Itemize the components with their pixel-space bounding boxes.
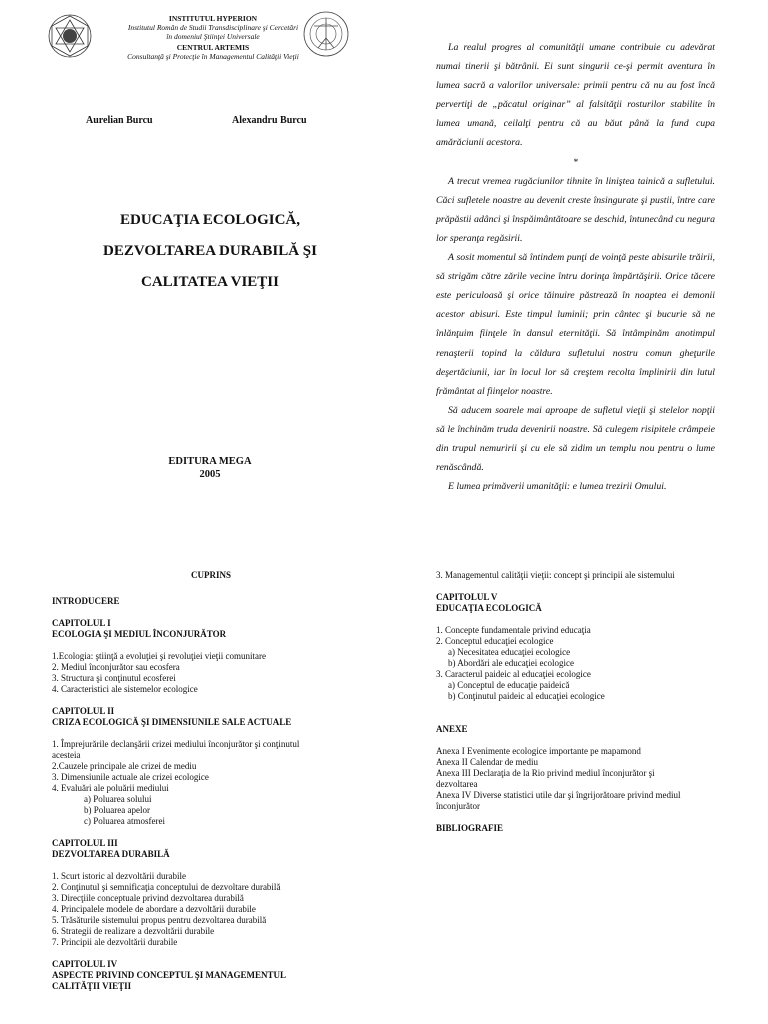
- toc-subitem: c) Poluarea atmosferei: [84, 816, 165, 826]
- toc-item: acesteia: [52, 750, 81, 760]
- toc-subitem: b) Poluarea apelor: [84, 805, 150, 815]
- book-title: [60, 205, 360, 298]
- author-2: Alexandru Burcu: [232, 115, 307, 126]
- toc-title: CUPRINS: [190, 570, 231, 580]
- toc-subitem: a) Poluarea solului: [84, 794, 152, 804]
- institute-name: INSTITUTUL HYPERION: [168, 14, 258, 23]
- chapter-4-title-2: CALITĂŢII VIEŢII: [52, 981, 132, 991]
- toc-item: 4. Principalele modele de abordare a dezvoltării durabile: [52, 904, 256, 914]
- chapter-2-number: CAPITOLUL II: [52, 706, 115, 716]
- title-line-3: CALITATEA VIEŢII: [141, 274, 279, 290]
- chapter-3-number: CAPITOLUL III: [52, 838, 118, 848]
- toc-item: 4. Caracteristici ale sistemelor ecologice: [52, 684, 198, 694]
- motto-paragraph: Să aducem soarele mai aproape de sufletul vieţii şi stelelor nopţii să le închinăm truda devenirii noastre. Să culegem risipitele crâmpeie din trupul nemuririi şi cu ele să zidim un templu nou pentru o lume renăscândă.: [436, 404, 715, 474]
- motto-paragraph: A sosit momentul să întindem punţi de voinţă peste abisurile trăirii, să strigăm către zările vecine întru dorinţa împărtăşirii. Orice tăcere este periculoasă şi orice tăinuire păstrează în noaptea ei demonii acestor abisuri. Este timpul luminii; prin cântec şi bucurie să ne înlănţuim fiinţele în dansul eternităţii. Să întâmpinăm anotimpul renaşterii topind la căldura sufletului nostru comun gheţurile deşertăciunii, iar în locul lor să creştem recolta împlinirii din lutul frământat al fiinţelor noastre.: [436, 252, 715, 397]
- toc-item: 1.Ecologia: ştiinţă a evoluţiei şi revoluţiei vieţii comunitare: [52, 651, 266, 661]
- toc-item: 3. Structura şi conţinutul ecosferei: [52, 673, 176, 683]
- toc-item: 2. Mediul înconjurător sau ecosfera: [52, 662, 180, 672]
- title-line-1: EDUCAŢIA ECOLOGICĂ,: [119, 212, 301, 228]
- annex-item: Anexa III Declaraţia de la Rio privind mediul înconjurător şi: [436, 768, 655, 778]
- motto-paragraph: La realul progres al comunităţii umane contribuie cu adevărat numai tinerii şi bătrânii. Ei sunt singurii ce-şi permit aventura în lumea sacră a valorilor universale: primii pentru că nu au fost încă pervertiţi de „păcatul originar” al falsităţii rosturilor stabilite în lumea umană, ceilalţi pentru că au băut până la fund cupa amărăciunii acestora.: [436, 42, 715, 149]
- institute-desc-2: în domeniul Ştiinţei Universale: [166, 32, 260, 41]
- title-line-2: DEZVOLTAREA DURABILĂ ŞI: [103, 243, 317, 259]
- toc-introduction: INTRODUCERE: [52, 596, 120, 606]
- toc-item: 2. Conţinutul şi semnificaţia conceptului de dezvoltare durabilă: [52, 882, 281, 892]
- toc-item: 4. Evaluări ale poluării mediului: [52, 783, 169, 793]
- chapter-3-title: DEZVOLTAREA DURABILĂ: [52, 849, 170, 859]
- toc-item: 2.Cauzele principale ale crizei de mediu: [52, 761, 197, 771]
- toc-item: 2. Conceptul educaţiei ecologice: [436, 636, 554, 646]
- toc-item: 1. Scurt istoric al dezvoltării durabile: [52, 871, 186, 881]
- motto-paragraph: E lumea primăverii umanităţii: e lumea trezirii Omului.: [448, 481, 667, 493]
- center-name: CENTRUL ARTEMIS: [176, 43, 250, 52]
- toc-subitem: a) Conceptul de educaţie paideică: [448, 680, 570, 690]
- bibliography-title: BIBLIOGRAFIE: [436, 823, 504, 833]
- chapter-4-title-1: ASPECTE PRIVIND CONCEPTUL ŞI MANAGEMENTUL: [52, 970, 287, 980]
- motto-text: [436, 38, 715, 496]
- annex-item: înconjurător: [436, 801, 480, 811]
- toc-item: 3. Managementul calităţii vieţii: concept şi principii ale sistemului: [436, 570, 675, 580]
- author-1: Aurelian Burcu: [86, 115, 153, 126]
- toc-item: 6. Strategii de realizare a dezvoltării durabile: [52, 926, 215, 936]
- toc-right-column: [436, 570, 736, 834]
- toc-left-column: [52, 570, 370, 992]
- chapter-5-title: EDUCAŢIA ECOLOGICĂ: [436, 603, 542, 613]
- chapter-5-number: CAPITOLUL V: [436, 592, 498, 602]
- toc-item: 3. Direcţiile conceptuale privind dezvoltarea durabilă: [52, 893, 244, 903]
- annex-item: dezvoltarea: [436, 779, 478, 789]
- toc-item: 7. Principii ale dezvoltării durabile: [52, 937, 178, 947]
- institute-desc-1: Institutul Român de Studii Transdisciplinare şi Cercetări: [127, 23, 299, 32]
- toc-item: 1. Împrejurările declanşării crizei mediului înconjurător şi conţinutul: [52, 739, 300, 749]
- center-desc: Consultanţă şi Protecţie în Managementul Calităţii Vieţii: [127, 52, 299, 61]
- chapter-4-number: CAPITOLUL IV: [52, 959, 118, 969]
- annex-item: Anexa II Calendar de mediu: [436, 757, 538, 767]
- toc-item: 3. Caracterul paideic al educaţiei ecologice: [436, 669, 591, 679]
- hyperion-logo-icon: [48, 14, 92, 58]
- toc-subitem: b) Conţinutul paideic al educaţiei ecologice: [448, 691, 605, 701]
- motto-paragraph: A trecut vremea rugăciunilor tihnite în liniştea tainică a sufletului. Căci sufletele noastre au devenit creste însingurate şi pustii, între care prăpăstii adânci şi înspăimântătoare se deschid, întunecând cu negura lor speranţa regăsirii.: [436, 175, 715, 244]
- toc-item: 3. Dimensiunile actuale ale crizei ecologice: [52, 772, 209, 782]
- chapter-1-title: ECOLOGIA ŞI MEDIUL ÎNCONJURĂTOR: [52, 629, 227, 639]
- toc-item: 1. Concepte fundamentale privind educaţia: [436, 625, 591, 635]
- institute-header: [98, 14, 328, 61]
- publisher-block: [60, 455, 360, 481]
- separator-star: *: [573, 156, 578, 168]
- chapter-2-title: CRIZA ECOLOGICĂ ŞI DIMENSIUNILE SALE ACTUALE: [52, 717, 292, 727]
- year: 2005: [199, 469, 221, 480]
- annex-item: Anexa I Evenimente ecologice importante pe mapamond: [436, 746, 641, 756]
- chapter-1-number: CAPITOLUL I: [52, 618, 111, 628]
- toc-item: 5. Trăsăturile sistemului propus pentru dezvoltarea durabilă: [52, 915, 267, 925]
- annex-item: Anexa IV Diverse statistici utile dar şi îngrijorătoare privind mediul: [436, 790, 681, 800]
- toc-subitem: a) Necesitatea educaţiei ecologice: [448, 647, 571, 657]
- annexes-title: ANEXE: [436, 724, 468, 734]
- publisher: EDITURA MEGA: [168, 456, 252, 467]
- toc-subitem: b) Abordări ale educaţiei ecologice: [448, 658, 574, 668]
